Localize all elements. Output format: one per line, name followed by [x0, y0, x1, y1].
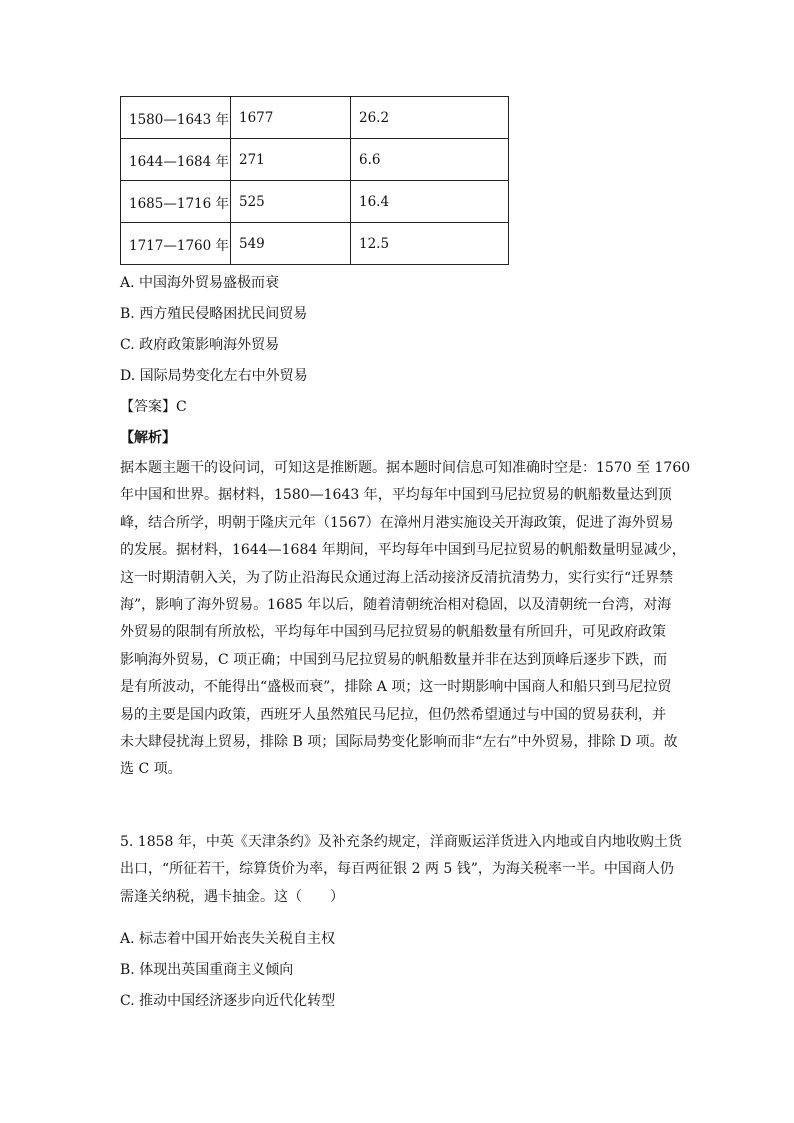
- table-cell: 26.2: [351, 97, 509, 139]
- table-cell: 271: [231, 139, 351, 181]
- q5-stem: [120, 829, 682, 911]
- analysis-line: 据本题主题干的设问词，可知这是推断题。据本题时间信息可知准确时空是：1570 至 1760: [120, 460, 691, 476]
- q4-answer: 【答案】C: [120, 399, 187, 415]
- table-cell: 1685—1716 年: [121, 181, 231, 223]
- q5-stem-line: 5. 1858 年，中英《天津条约》及补充条约规定，洋商贩运洋货进入内地或自内地收购土货: [120, 834, 682, 850]
- q5-stem-line: 需逢关纳税，遇卡抽金。这（ ）: [120, 888, 344, 905]
- q4-option-c: C. 政府政策影响海外贸易: [120, 337, 280, 353]
- table-cell: 1644—1684 年: [121, 139, 231, 181]
- table-row: [121, 139, 509, 181]
- analysis-line: 外贸易的限制有所放松，平均每年中国到马尼拉贸易的帆船数量有所回升，可见政府政策: [120, 624, 666, 641]
- q4-analysis-heading: 【解析】: [120, 430, 176, 446]
- analysis-line: 海”，影响了海外贸易。1685 年以后，随着清朝统治相对稳固，以及清朝统一台湾，对海: [120, 597, 672, 614]
- table-row: [121, 97, 509, 139]
- table-row: [121, 181, 509, 223]
- table-cell: 1677: [231, 97, 351, 139]
- table-cell: 549: [231, 223, 351, 265]
- q5-option-b: B. 体现出英国重商主义倾向: [120, 962, 294, 978]
- analysis-line: 选 C 项。: [120, 761, 182, 778]
- q5-option-a: A. 标志着中国开始丧失关税自主权: [120, 931, 336, 947]
- analysis-line: 易的主要是国内政策，西班牙人虽然殖民马尼拉，但仍然希望通过与中国的贸易获利，并: [120, 706, 666, 723]
- table-cell: 6.6: [351, 139, 509, 181]
- analysis-line: 的发展。据材料，1644—1684 年期间，平均每年中国到马尼拉贸易的帆船数量明显减少，: [120, 542, 686, 559]
- analysis-line: 影响海外贸易，C 项正确；中国到马尼拉贸易的帆船数量并非在达到顶峰后逐步下跌，而: [120, 651, 668, 668]
- q5-option-c: C. 推动中国经济逐步向近代化转型: [120, 993, 336, 1009]
- analysis-line: 这一时期清朝入关，为了防止沿海民众通过海上活动接济反清抗清势力，实行实行“迁界禁: [120, 569, 674, 586]
- table-cell: 1580—1643 年: [121, 97, 231, 139]
- table-row: [121, 223, 509, 265]
- table-cell: 525: [231, 181, 351, 223]
- q5-stem-line: 出口，“所征若干，综算货价为率，每百两征银 2 两 5 钱”，为海关税率一半。中国商人仍: [120, 861, 674, 878]
- analysis-line: 是有所波动，不能得出“盛极而衰”，排除 A 项；这一时期影响中国商人和船只到马尼拉贸: [120, 679, 672, 696]
- analysis-line: 年中国和世界。据材料，1580—1643 年，平均每年中国到马尼拉贸易的帆船数量达到顶: [120, 487, 672, 504]
- q4-option-b: B. 西方殖民侵略困扰民间贸易: [120, 306, 308, 322]
- analysis-line: 未大肆侵扰海上贸易，排除 B 项；国际局势变化影响而非“左右”中外贸易，排除 D 项。故: [120, 734, 678, 751]
- table-cell: 12.5: [351, 223, 509, 265]
- analysis-line: 峰，结合所学，明朝于隆庆元年（1567）在漳州月港实施设关开海政策，促进了海外贸易: [120, 514, 674, 531]
- table-cell: 1717—1760 年: [121, 223, 231, 265]
- q4-option-a: A. 中国海外贸易盛极而衰: [120, 275, 280, 291]
- data-table: [120, 96, 509, 265]
- q4-option-d: D. 国际局势变化左右中外贸易: [120, 368, 308, 384]
- table-cell: 16.4: [351, 181, 509, 223]
- q4-analysis: [120, 455, 691, 784]
